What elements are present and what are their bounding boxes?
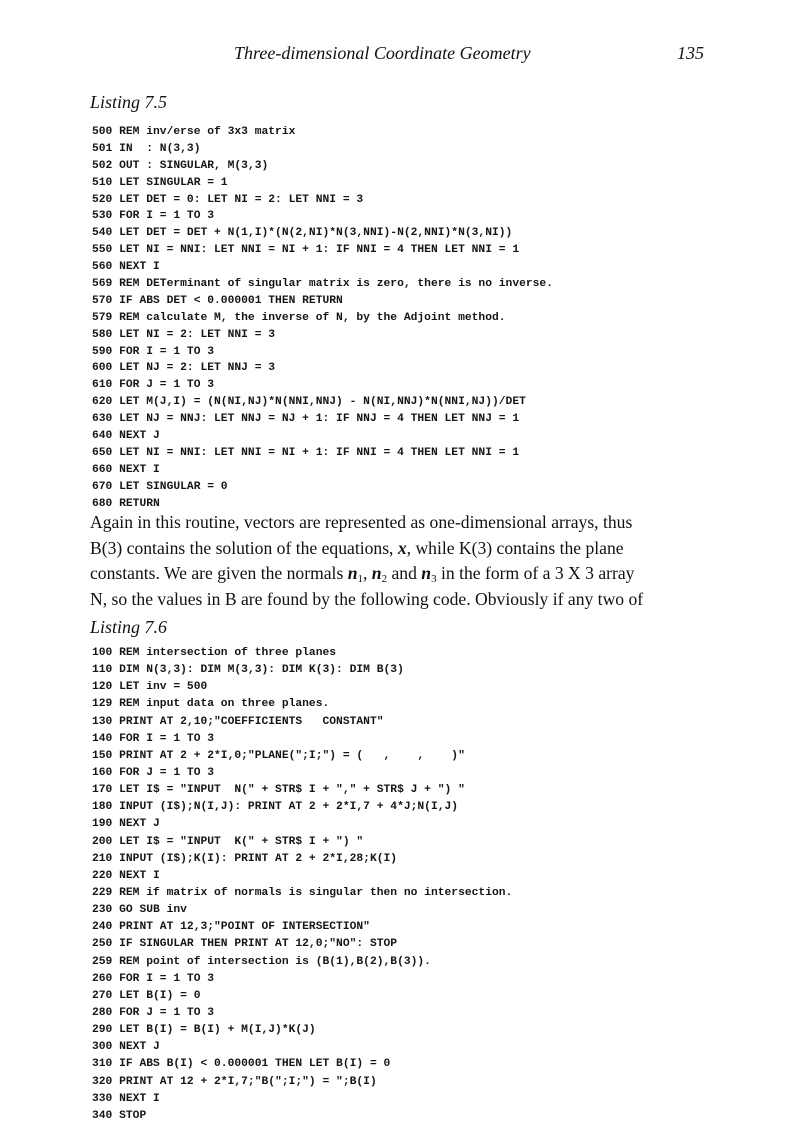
code-line: 600 LET NJ = 2: LET NNJ = 3 xyxy=(92,362,276,375)
code-line: 579 REM calculate M, the inverse of N, by the Adjoint method. xyxy=(92,311,506,324)
text-run: , xyxy=(363,563,372,584)
code-line: 560 NEXT I xyxy=(92,261,160,274)
code-line: 660 NEXT I xyxy=(92,463,160,476)
code-line: 300 NEXT J xyxy=(92,1041,160,1054)
paragraph-line xyxy=(90,561,740,587)
code-line: 330 NEXT I xyxy=(92,1092,160,1105)
subscript-3: 3 xyxy=(431,573,437,586)
code-line: 250 IF SINGULAR THEN PRINT AT 12,0;"NO": STOP xyxy=(92,938,398,951)
code-line: 170 LET I$ = "INPUT N(" + STR$ I + "," + STR$ J + ") " xyxy=(92,784,465,797)
code-line: 610 FOR J = 1 TO 3 xyxy=(92,379,215,392)
code-line: 310 IF ABS B(I) < 0.000001 THEN LET B(I) = 0 xyxy=(92,1058,391,1071)
text-run: Again in this routine, vectors are represented as one-dimensional arrays, thus xyxy=(90,512,633,532)
page-number: 135 xyxy=(677,43,704,63)
code-line: 160 FOR J = 1 TO 3 xyxy=(92,766,215,779)
code-line: 650 LET NI = NNI: LET NNI = NI + 1: IF NNI = 4 THEN LET NNI = 1 xyxy=(92,446,520,459)
code-line: 580 LET NI = 2: LET NNI = 3 xyxy=(92,328,276,341)
text-run: in the form of a 3 X 3 array xyxy=(436,563,635,584)
code-line: 190 NEXT J xyxy=(92,818,160,831)
code-line: 501 IN : N(3,3) xyxy=(92,142,201,155)
body-paragraph xyxy=(90,510,740,612)
code-line: 520 LET DET = 0: LET NI = 2: LET NNI = 3 xyxy=(92,193,364,206)
code-line: 640 NEXT J xyxy=(92,430,160,443)
text-run: , while K(3) contains the plane xyxy=(406,537,624,558)
code-line: 140 FOR I = 1 TO 3 xyxy=(92,732,215,745)
code-line: 670 LET SINGULAR = 0 xyxy=(92,480,228,493)
listing-7-5-code xyxy=(92,124,553,512)
paragraph-line xyxy=(90,587,740,613)
code-line: 210 INPUT (I$);K(I): PRINT AT 2 + 2*I,28;K(I) xyxy=(92,852,398,865)
text-run: constants. We are given the normals xyxy=(90,563,348,584)
code-line: 240 PRINT AT 12,3;"POINT OF INTERSECTION" xyxy=(92,921,370,934)
paragraph-line xyxy=(90,510,740,536)
code-line: 130 PRINT AT 2,10;"COEFFICIENTS CONSTANT" xyxy=(92,715,384,728)
code-line: 680 RETURN xyxy=(92,497,160,510)
code-line: 200 LET I$ = "INPUT K(" + STR$ I + ") " xyxy=(92,835,364,848)
code-line: 320 PRINT AT 12 + 2*I,7;"B(";I;") = ";B(I) xyxy=(92,1075,377,1088)
normal-n2: n xyxy=(371,563,382,584)
code-line: 180 INPUT (I$);N(I,J): PRINT AT 2 + 2*I,7 + 4*J;N(I,J) xyxy=(92,801,459,814)
code-line: 630 LET NJ = NNJ: LET NNJ = NJ + 1: IF NNJ = 4 THEN LET NNJ = 1 xyxy=(92,413,520,426)
text-run: and xyxy=(387,563,422,584)
text-run: N, so the values in B are found by the following code. Obviously if any two of xyxy=(90,588,644,609)
code-line: 510 LET SINGULAR = 1 xyxy=(92,176,228,189)
code-line: 120 LET inv = 500 xyxy=(92,681,208,694)
code-line: 502 OUT : SINGULAR, M(3,3) xyxy=(92,159,269,172)
code-line: 270 LET B(I) = 0 xyxy=(92,989,201,1002)
code-line: 570 IF ABS DET < 0.000001 THEN RETURN xyxy=(92,294,343,307)
page-header xyxy=(0,43,800,71)
text-run: B(3) contains the solution of the equations, xyxy=(90,537,398,558)
paragraph-line xyxy=(90,536,740,562)
code-line: 110 DIM N(3,3): DIM M(3,3): DIM K(3): DIM B(3) xyxy=(92,664,404,677)
code-line: 150 PRINT AT 2 + 2*I,0;"PLANE(";I;") = ( , , )" xyxy=(92,749,465,762)
code-line: 530 FOR I = 1 TO 3 xyxy=(92,210,215,223)
code-line: 280 FOR J = 1 TO 3 xyxy=(92,1006,215,1019)
code-line: 550 LET NI = NNI: LET NNI = NI + 1: IF NNI = 4 THEN LET NNI = 1 xyxy=(92,244,520,257)
normal-n1: n xyxy=(347,563,358,584)
code-line: 230 GO SUB inv xyxy=(92,904,187,917)
code-line: 500 REM inv/erse of 3x3 matrix xyxy=(92,126,296,138)
code-line: 129 REM input data on three planes. xyxy=(92,698,330,711)
code-line: 340 STOP xyxy=(92,1109,147,1122)
code-line: 100 REM intersection of three planes xyxy=(92,647,337,659)
listing-7-6-code xyxy=(92,645,512,1125)
subscript-2: 2 xyxy=(381,573,388,586)
code-line: 590 FOR I = 1 TO 3 xyxy=(92,345,215,358)
running-title: Three-dimensional Coordinate Geometry xyxy=(234,43,531,63)
vector-x: x xyxy=(397,537,407,558)
code-line: 620 LET M(J,I) = (N(NI,NJ)*N(NNI,NNJ) - N(NI,NNJ)*N(NNI,NJ))/DET xyxy=(92,396,526,409)
code-line: 229 REM if matrix of normals is singular then no intersection. xyxy=(92,886,513,899)
normal-n3: n xyxy=(421,563,432,584)
code-line: 540 LET DET = DET + N(1,I)*(N(2,NI)*N(3,NNI)-N(2,NNI)*N(3,NI)) xyxy=(92,227,513,240)
subscript-1: 1 xyxy=(357,573,363,586)
code-line: 260 FOR I = 1 TO 3 xyxy=(92,972,215,985)
listing-7-6-caption: Listing 7.6 xyxy=(90,617,168,637)
code-line: 259 REM point of intersection is (B(1),B(2),B(3)). xyxy=(92,955,431,968)
code-line: 290 LET B(I) = B(I) + M(I,J)*K(J) xyxy=(92,1024,316,1037)
code-line: 220 NEXT I xyxy=(92,869,160,882)
code-line: 569 REM DETerminant of singular matrix is zero, there is no inverse. xyxy=(92,278,553,291)
listing-7-5-caption: Listing 7.5 xyxy=(90,92,168,112)
